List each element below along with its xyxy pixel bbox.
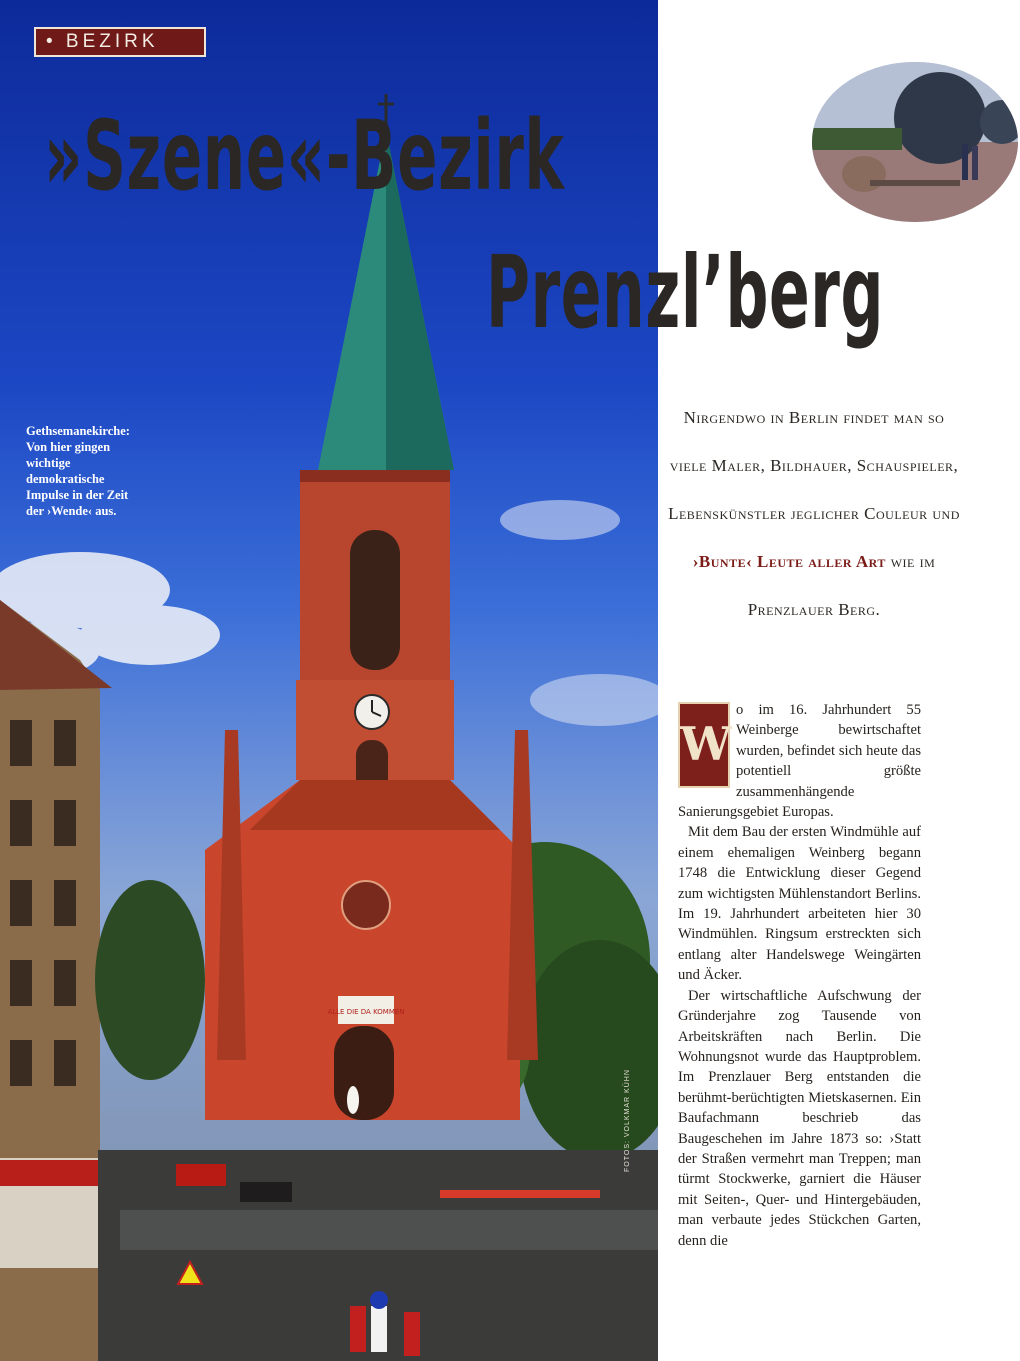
headline-line-1: »Szene«-Bezirk [44, 100, 565, 212]
photo-caption: Gethsemanekirche: Von hier gingen wichtige demokratische Impulse in der Zeit der ›Wende‹ aus. [26, 424, 130, 518]
banner-text: ALLE DIE DA KOMMEN [327, 1008, 405, 1016]
article-paragraph-1 [678, 700, 921, 822]
photo-credit: FOTOS: VOLKMAR KÜHN [624, 1069, 631, 1172]
article-paragraph-3: Der wirtschaftliche Aufschwung der Gründerjahre zog Tausende von Arbeitskräften nach Berlin. Die Wohnungsnot wurde das Hauptproblem. Im Prenzlauer Berg entstanden die berühmt-berüchtigten Mietskasernen. Ein Baufachmann beschrieb das Baugeschehen im Jahre 1873 so: ›Statt der Straßen vermehrt man Treppen; man türmt Stockwerke, garniert die Häuser mit Seiten-, Quer- und Hintergebäuden, man verbaute jedes Stückchen Garten, denn die [678, 987, 921, 1249]
article-body [678, 700, 921, 1251]
intro-deck [664, 394, 964, 634]
planetarium-illustration [812, 62, 1018, 222]
intro-text-2: wie im Prenzlauer Berg. [747, 552, 936, 619]
article-paragraph-1-text: o im 16. Jahrhundert 55 Weinberge bewirtschaftet wurden, befindet sich heute das potentiell größte zusammenhängende Sanierungsgebiet Europas. [678, 702, 921, 821]
headline-line-2: Prenzl’berg [486, 234, 885, 351]
section-tag: • BEZIRK [34, 27, 206, 57]
planetarium-inset-photo [812, 62, 1018, 222]
intro-text-1: Nirgendwo in Berlin findet man so viele Maler, Bildhauer, Schauspieler, Lebenskünstler jeglicher Couleur und [668, 408, 960, 523]
article-paragraph-2: Mit dem Bau der ersten Windmühle auf einem ehemaligen Weinberg begann 1748 die Entwicklung dieser Gegend zum wichtigsten Mühlenstandort Berlins. Im 19. Jahrhundert arbeiteten hier 30 Windmühlen. Ringsum erstreckten sich entlang alter Handelswege Weingärten und Äcker. [678, 824, 921, 984]
intro-accent: ›Bunte‹ Leute aller Art [692, 552, 886, 571]
drop-cap: W [678, 702, 730, 788]
